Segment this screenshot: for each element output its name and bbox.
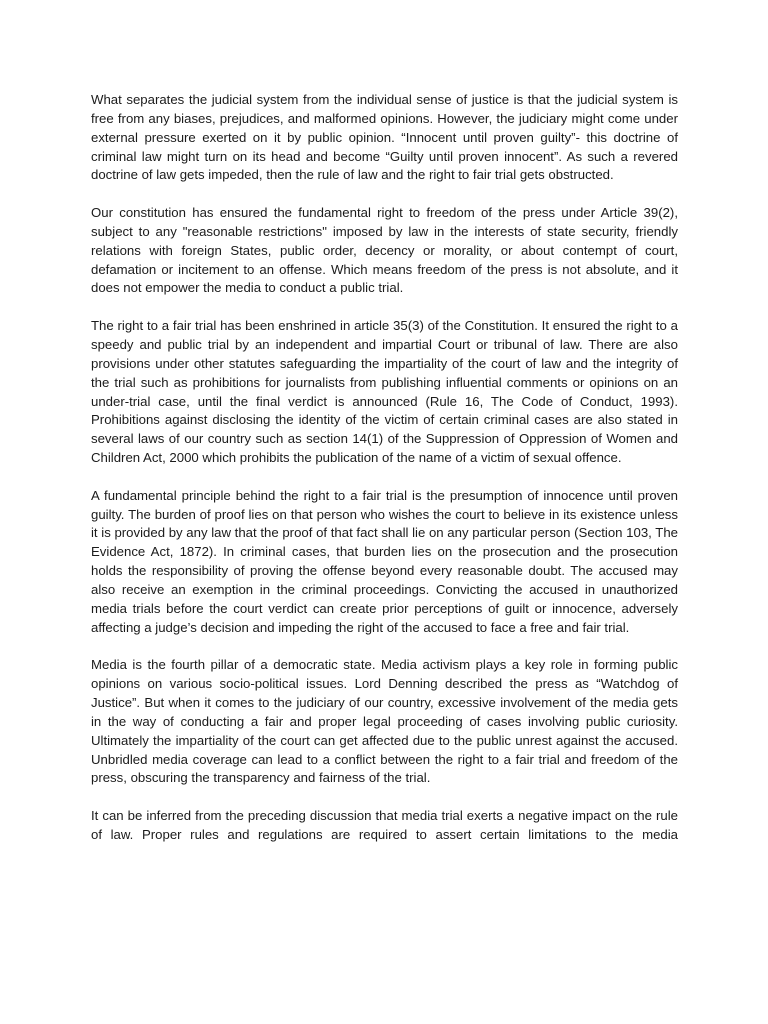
paragraph-4: A fundamental principle behind the right to a fair trial is the presumption of innocence until proven guilty. The burden of proof lies on that person who wishes the court to believe in its existence unless it is provided by any law that the proof of that fact shall lie on any particular person (Section 103, The Evidence Act, 1872). In criminal cases, that burden lies on the prosecution and the prosecution holds the responsibility of proving the offense beyond every reasonable doubt. The accused may also receive an exemption in the criminal proceedings. Convicting the accused in unauthorized media trials before the court verdict can create prior perceptions of guilt or innocence, adversely affecting a judge’s decision and impeding the right of the accused to face a free and fair trial. (91, 487, 678, 635)
paragraph-3: The right to a fair trial has been enshrined in article 35(3) of the Constitution. It ensured the right to a speedy and public trial by an independent and impartial Court or tribunal of law. There are also provisions under other statutes safeguarding the impartiality of the court of law and the integrity of the trial such as prohibitions for journalists from publishing influential comments or opinions on an under-trial case, until the final verdict is announced (Rule 16, The Code of Conduct, 1993). Prohibitions against disclosing the identity of the victim of certain criminal cases are also stated in several laws of our country such as section 14(1) of the Suppression of Oppression of Women and Children Act, 2000 which prohibits the publication of the name of a victim of sexual offence. (91, 318, 678, 466)
paragraph-1: What separates the judicial system from the individual sense of justice is that the judicial system is free from any biases, prejudices, and malformed opinions. However, the judiciary might come under external pressure exerted on it by public opinion. “Innocent until proven guilty”- this doctrine of criminal law might turn on its head and become “Guilty until proven innocent”. As such a revered doctrine of law gets impeded, then the rule of law and the right to fair trial gets obstructed. (91, 92, 678, 183)
paragraph-5: Media is the fourth pillar of a democratic state. Media activism plays a key role in forming public opinions on various socio-political issues. Lord Denning described the press as “Watchdog of Justice”. But when it comes to the judiciary of our country, excessive involvement of the media gets in the way of conducting a fair and proper legal proceeding of cases involving public curiosity. Ultimately the impartiality of the court can get affected due to the public unrest against the accused. Unbridled media coverage can lead to a conflict between the right to a fair trial and freedom of the press, obscuring the transparency and fairness of the trial. (91, 657, 678, 786)
paragraph-2: Our constitution has ensured the fundamental right to freedom of the press under Article 39(2), subject to any "reasonable restrictions" imposed by law in the interests of state security, friendly relations with foreign States, public order, decency or morality, or about contempt of court, defamation or incitement to an offense. Which means freedom of the press is not absolute, and it does not empower the media to conduct a public trial. (91, 205, 678, 296)
paragraph-6: It can be inferred from the preceding discussion that media trial exerts a negative impact on the rule of law. Proper rules and regulations are required to assert certain limitations to the media (91, 808, 678, 842)
document-body (91, 91, 678, 864)
